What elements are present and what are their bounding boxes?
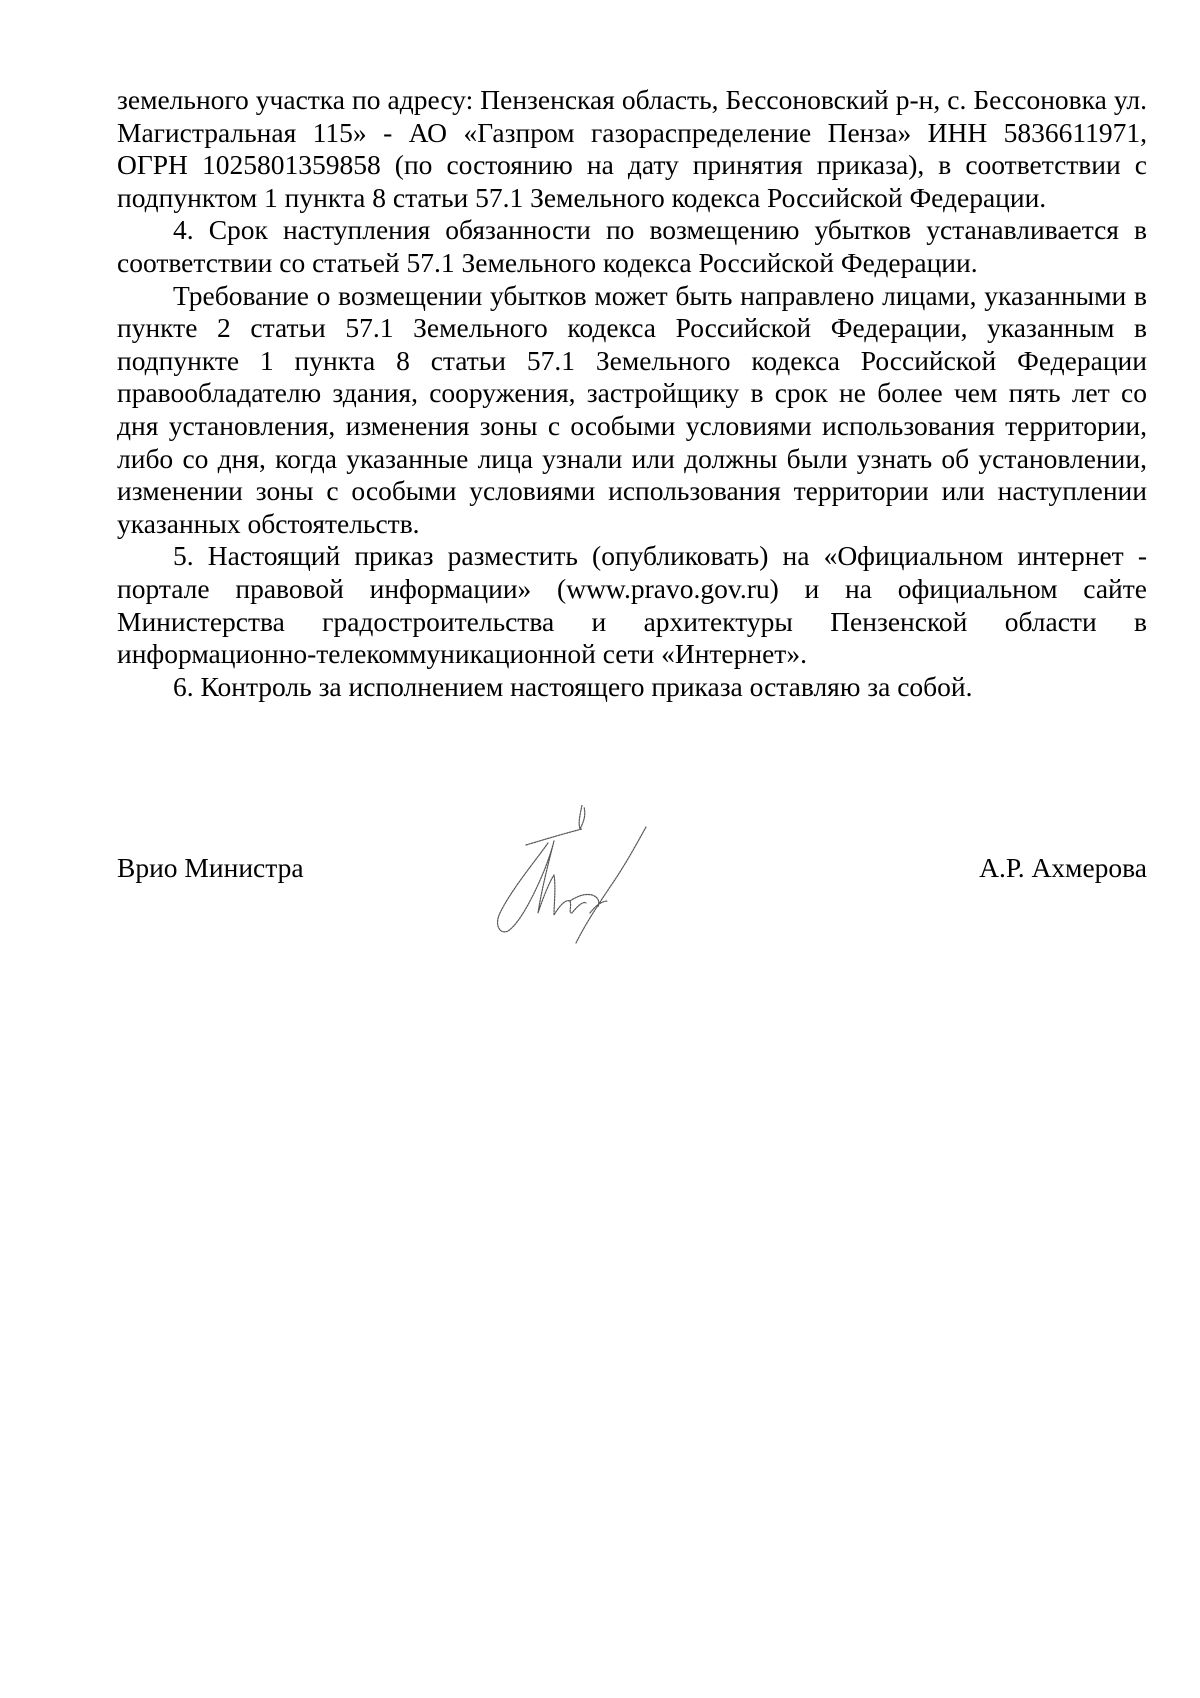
paragraph-item-6: 6. Контроль за исполнением настоящего приказа оставляю за собой. — [173, 670, 973, 702]
paragraph-item-5: 5. Настоящий приказ разместить (опубликовать) на «Официальном интернет - портале правовой информации» (www.pravo.gov.ru) и на официальном сайте Министерства градостроительства и архитектуры Пензенской области в информационно-телекоммуникационной сети «Интернет». — [117, 540, 1147, 670]
paragraph-item-4: 4. Срок наступления обязанности по возмещению убытков устанавливается в соответствии со статьей 57.1 Земельного кодекса Российской Федерации. — [117, 214, 1147, 278]
signer-position: Врио Министра — [117, 852, 304, 883]
document-body — [117, 84, 1147, 703]
signer-name: А.Р. Ахмерова — [979, 852, 1147, 883]
handwritten-signature — [486, 805, 651, 945]
paragraph-continuation: земельного участка по адресу: Пензенская область, Бессоновский р-н, с. Бессоновка ул. Магистральная 115» - АО «Газпром газораспределение Пенза» ИНН 5836611971, ОГРН 1025801359858 (по состоянию на дату принятия приказа), в соответствии с подпунктом 1 пункта 8 статьи 57.1 Земельного кодекса Российской Федерации. — [117, 84, 1147, 213]
paragraph-compensation-claim: Требование о возмещении убытков может быть направлено лицами, указанными в пункте 2 статьи 57.1 Земельного кодекса Российской Федерации, указанным в подпункте 1 пункта 8 статьи 57.1 Земельного кодекса Российской Федерации правообладателю здания, сооружения, застройщику в срок не более чем пять лет со дня установления, изменения зоны с особыми условиями использования территории, либо со дня, когда указанные лица узнали или должны были узнать об установлении, изменении зоны с особыми условиями использования территории или наступлении указанных обстоятельств. — [117, 279, 1147, 539]
